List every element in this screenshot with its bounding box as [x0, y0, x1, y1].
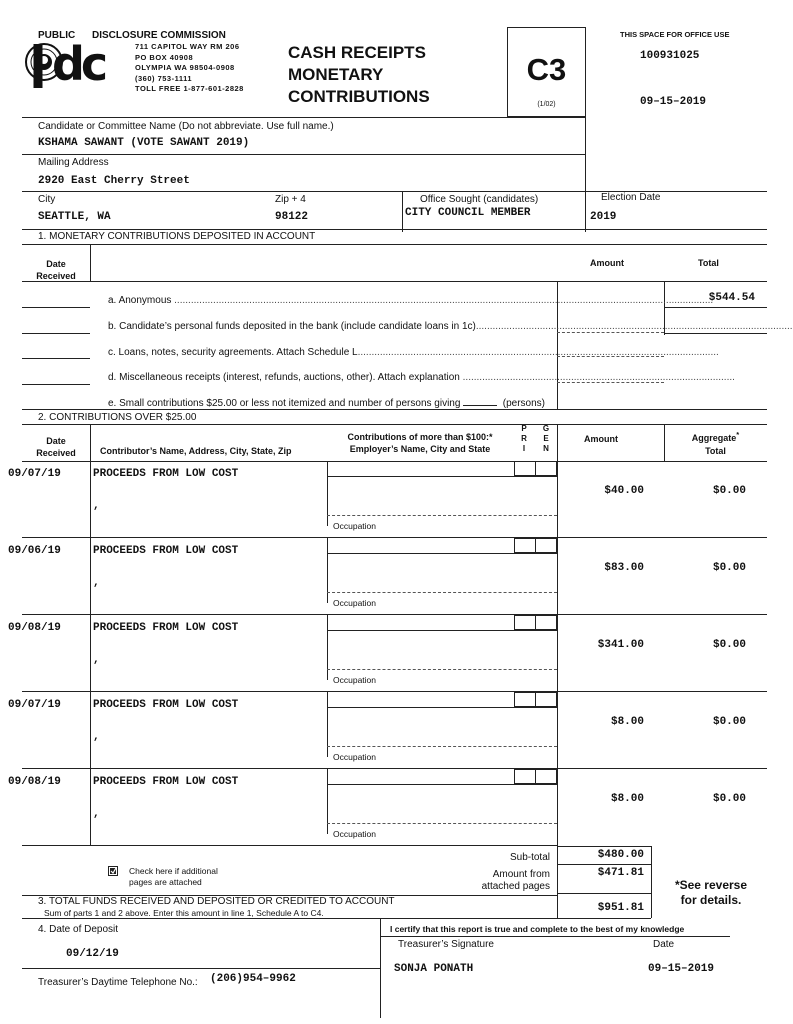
- row-aggregate: $0.00: [712, 793, 746, 805]
- row-occupation-label: Occupation: [333, 829, 376, 839]
- candidate-name: KSHAMA SAWANT (VOTE SAWANT 2019): [38, 137, 250, 149]
- agency-public: PUBLIC: [38, 30, 76, 41]
- row-contributor-name: PROCEEDS FROM LOW COST: [93, 622, 239, 634]
- office-id: 100931025: [640, 50, 700, 62]
- line-a: a. Anonymous ..................................................................................................................................................................................................: [108, 295, 714, 306]
- election-date: 2019: [590, 211, 617, 223]
- section2-title: 2. CONTRIBUTIONS OVER $25.00: [38, 412, 197, 423]
- row-primary-box[interactable]: [514, 769, 536, 784]
- svg-text:dc: dc: [52, 37, 105, 91]
- row-amount: $83.00: [604, 562, 644, 574]
- office-use-label: THIS SPACE FOR OFFICE USE: [620, 30, 730, 39]
- row-general-box[interactable]: [535, 461, 557, 476]
- line-a-total: $544.54: [708, 292, 755, 304]
- row-primary-box[interactable]: [514, 615, 536, 630]
- row-general-box[interactable]: [535, 692, 557, 707]
- additional-pages-checkbox[interactable]: [108, 866, 118, 876]
- row-contributor-address: ,: [93, 500, 100, 512]
- signature-date: 09–15–2019: [648, 963, 715, 975]
- election-date-label: Election Date: [601, 192, 661, 203]
- agency-commission: DISCLOSURE COMMISSION: [92, 30, 226, 41]
- form-revision: (1/02): [537, 101, 556, 108]
- row-amount: $341.00: [597, 639, 644, 651]
- row-amount: $40.00: [604, 485, 644, 497]
- s2-amount-header: Amount: [584, 434, 618, 444]
- zip-label: Zip + 4: [275, 194, 306, 205]
- attached-pages-amount: $471.81: [597, 867, 644, 879]
- section1-title: 1. MONETARY CONTRIBUTIONS DEPOSITED IN ACCOUNT: [38, 231, 316, 242]
- row-aggregate: $0.00: [712, 485, 746, 497]
- line-b: b. Candidate’s personal funds deposited in the bank (include candidate loans in 1c)..................................................................................................................: [108, 321, 793, 332]
- city-label: City: [38, 194, 56, 205]
- treasurer-signature: SONJA PONATH: [394, 963, 474, 975]
- s2-contributor-header: Contributor’s Name, Address, City, State, Zip: [100, 446, 292, 456]
- line-c: c. Loans, notes, security agreements. Attach Schedule L..................................................................................................................................: [108, 347, 719, 358]
- treasurer-signature-label: Treasurer’s Signature: [398, 939, 494, 950]
- row-aggregate: $0.00: [712, 562, 746, 574]
- zip: 98122: [275, 211, 309, 223]
- gen-header: G E N: [542, 424, 550, 453]
- office-sought-label: Office Sought (candidates): [420, 194, 539, 205]
- additional-pages-label: Check here if additional pages are attached: [129, 866, 218, 887]
- row-date: 09/08/19: [8, 776, 61, 788]
- row-occupation-label: Occupation: [333, 752, 376, 762]
- row-occupation-label: Occupation: [333, 521, 376, 531]
- row-occupation-label: Occupation: [333, 675, 376, 685]
- row-amount: $8.00: [610, 793, 644, 805]
- subtotal-label: Sub-total: [509, 852, 550, 863]
- row-date: 09/06/19: [8, 545, 61, 557]
- treasurer-phone: (206)954–9962: [210, 973, 296, 985]
- row-contributor-address: ,: [93, 577, 100, 589]
- line-e: e. Small contributions $25.00 or less not itemized and number of persons giving (persons): [108, 398, 546, 409]
- s2-date-header: Date Received: [36, 436, 76, 458]
- pdc-logo: [22, 37, 134, 91]
- row-date: 09/08/19: [8, 622, 61, 634]
- s1-date-header: Date Received: [36, 259, 76, 281]
- candidate-name-label: Candidate or Committee Name (Do not abbreviate. Use full name.): [38, 121, 334, 132]
- mailing-address: 2920 East Cherry Street: [38, 175, 190, 187]
- see-reverse-note: *See reverse for details.: [674, 878, 748, 907]
- row-primary-box[interactable]: [514, 692, 536, 707]
- row-occupation-label: Occupation: [333, 598, 376, 608]
- s2-aggregate-header: Aggregate* Total: [691, 430, 740, 456]
- section3-title: 3. TOTAL FUNDS RECEIVED AND DEPOSITED OR CREDITED TO ACCOUNT: [38, 896, 395, 907]
- total-funds: $951.81: [597, 902, 644, 914]
- row-general-box[interactable]: [535, 538, 557, 553]
- row-contributor-name: PROCEEDS FROM LOW COST: [93, 699, 239, 711]
- row-primary-box[interactable]: [514, 461, 536, 476]
- attached-pages-label: Amount from attached pages: [481, 869, 550, 892]
- mailing-address-label: Mailing Address: [38, 157, 109, 168]
- row-general-box[interactable]: [535, 615, 557, 630]
- s2-employer-header: Contributions of more than $100:* Employer’s Name, City and State: [347, 432, 493, 454]
- office-date: 09–15–2019: [640, 96, 707, 108]
- signature-date-label: Date: [653, 939, 675, 950]
- row-date: 09/07/19: [8, 468, 61, 480]
- s1-total-header: Total: [698, 258, 719, 268]
- row-primary-box[interactable]: [514, 538, 536, 553]
- form-code: C3: [526, 52, 567, 87]
- line-d: d. Miscellaneous receipts (interest, refunds, auctions, other). Attach explanation ..................................................................................................: [108, 372, 735, 383]
- city: SEATTLE, WA: [38, 211, 111, 223]
- section3-subtitle: Sum of parts 1 and 2 above. Enter this amount in line 1, Schedule A to C4.: [44, 908, 324, 918]
- treasurer-phone-label: Treasurer’s Daytime Telephone No.:: [38, 977, 198, 988]
- row-contributor-name: PROCEEDS FROM LOW COST: [93, 776, 239, 788]
- subtotal-amount: $480.00: [597, 849, 644, 861]
- s1-amount-header: Amount: [590, 258, 624, 268]
- row-general-box[interactable]: [535, 769, 557, 784]
- deposit-date: 09/12/19: [66, 948, 119, 960]
- agency-address: 711 CAPITOL WAY RM 206 PO BOX 40908 OLYMPIA WA 98504-0908 (360) 753-1111 TOLL FREE 1-877-601-2828: [135, 42, 244, 93]
- row-aggregate: $0.00: [712, 639, 746, 651]
- row-contributor-address: ,: [93, 654, 100, 666]
- row-amount: $8.00: [610, 716, 644, 728]
- office-sought: CITY COUNCIL MEMBER: [405, 207, 531, 219]
- prim-header: P R I: [521, 424, 527, 453]
- row-contributor-address: ,: [93, 808, 100, 820]
- row-contributor-address: ,: [93, 731, 100, 743]
- form-title: CASH RECEIPTS MONETARY CONTRIBUTIONS: [288, 43, 430, 106]
- row-aggregate: $0.00: [712, 716, 746, 728]
- row-contributor-name: PROCEEDS FROM LOW COST: [93, 545, 239, 557]
- row-contributor-name: PROCEEDS FROM LOW COST: [93, 468, 239, 480]
- section4-title: 4. Date of Deposit: [38, 924, 119, 935]
- certify-statement: I certify that this report is true and complete to the best of my knowledge: [390, 924, 685, 934]
- row-date: 09/07/19: [8, 699, 61, 711]
